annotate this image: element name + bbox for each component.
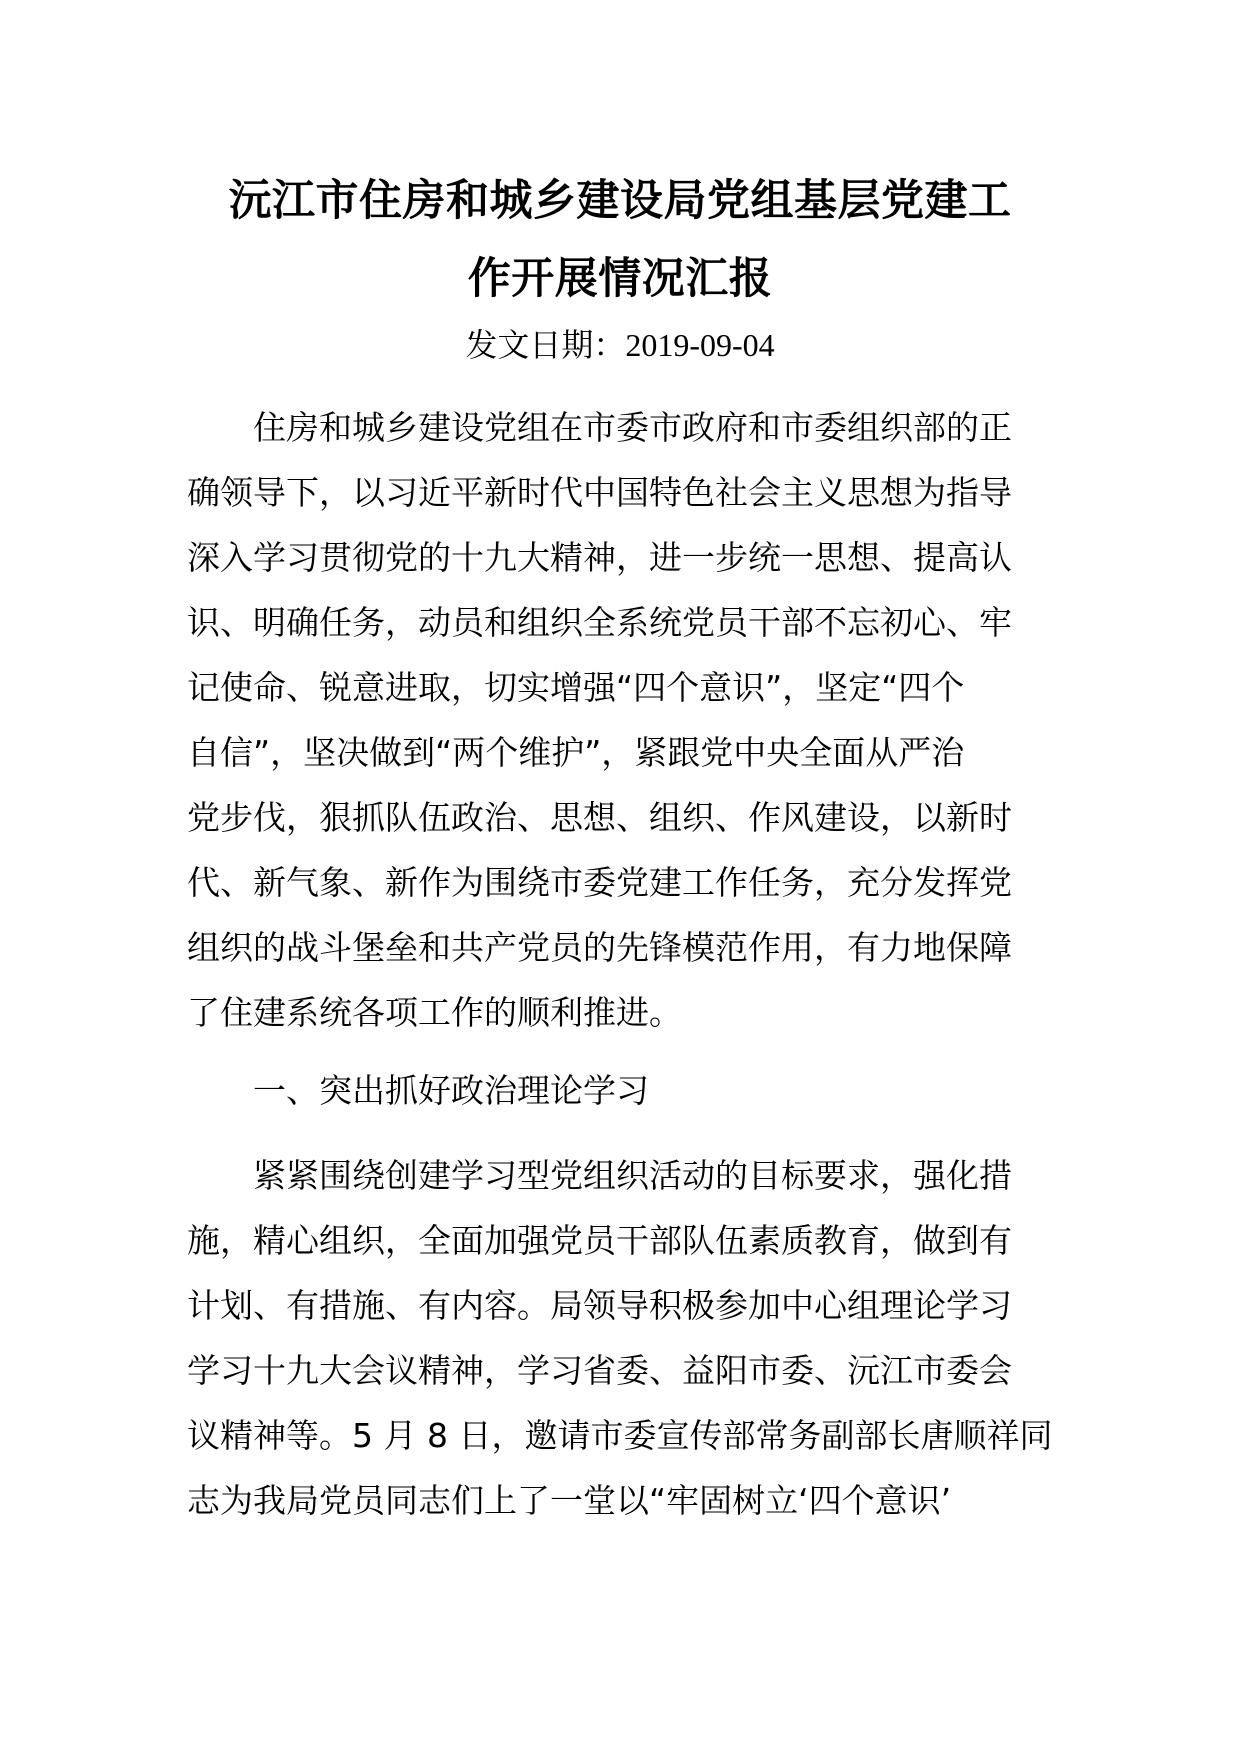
- paragraph-intro: [187, 395, 1057, 1045]
- date-value: 2019-09-04: [625, 327, 775, 363]
- paragraph-line: 施，精心组织，全面加强党员干部队伍素质教育，做到有: [187, 1221, 1012, 1260]
- title-line-2: 作开展情况汇报: [467, 254, 773, 304]
- paragraph-line: 代、新气象、新作为围绕市委党建工作任务，充分发挥党: [187, 863, 1012, 902]
- section-heading-1: 一、突出抓好政治理论学习: [253, 1071, 649, 1110]
- paragraph-line: 志为我局党员同志们上了一堂以“牢固树立‘四个意识’: [187, 1481, 952, 1520]
- paragraph-line: 住房和城乡建设党组在市委市政府和市委组织部的正: [253, 408, 1012, 447]
- paragraph-line: 了住建系统各项工作的顺利推进。: [187, 993, 682, 1032]
- document-title: [180, 162, 1060, 318]
- date-label: 发文日期：: [465, 326, 626, 364]
- paragraph-line: 议精神等。5 月 8 日，邀请市委宣传部常务副部长唐顺祥同: [187, 1416, 1053, 1455]
- paragraph-line: 深入学习贯彻党的十九大精神，进一步统一思想、提高认: [187, 538, 1012, 577]
- paragraph-line: 识、明确任务，动员和组织全系统党员干部不忘初心、牢: [187, 603, 1012, 642]
- paragraph-line: 紧紧围绕创建学习型党组织活动的目标要求，强化措: [253, 1156, 1012, 1195]
- title-line-1: 沅江市住房和城乡建设局党组基层党建工: [228, 176, 1012, 226]
- paragraph-line: 学习十九大会议精神，学习省委、益阳市委、沅江市委会: [187, 1351, 1012, 1390]
- paragraph-line: 记使命、锐意进取，切实增强“四个意识”，坚定“四个: [187, 668, 965, 707]
- publish-date: [180, 320, 1060, 370]
- paragraph-line: 组织的战斗堡垒和共产党员的先锋模范作用，有力地保障: [187, 928, 1012, 967]
- paragraph-line: 自信”，坚决做到“两个维护”，紧跟党中央全面从严治: [187, 733, 965, 772]
- paragraph-line: 计划、有措施、有内容。局领导积极参加中心组理论学习: [187, 1286, 1012, 1325]
- paragraph-line: 确领导下，以习近平新时代中国特色社会主义思想为指导: [187, 473, 1012, 512]
- paragraph-line: 党步伐，狠抓队伍政治、思想、组织、作风建设，以新时: [187, 798, 1012, 837]
- paragraph-section-1: [187, 1143, 1057, 1533]
